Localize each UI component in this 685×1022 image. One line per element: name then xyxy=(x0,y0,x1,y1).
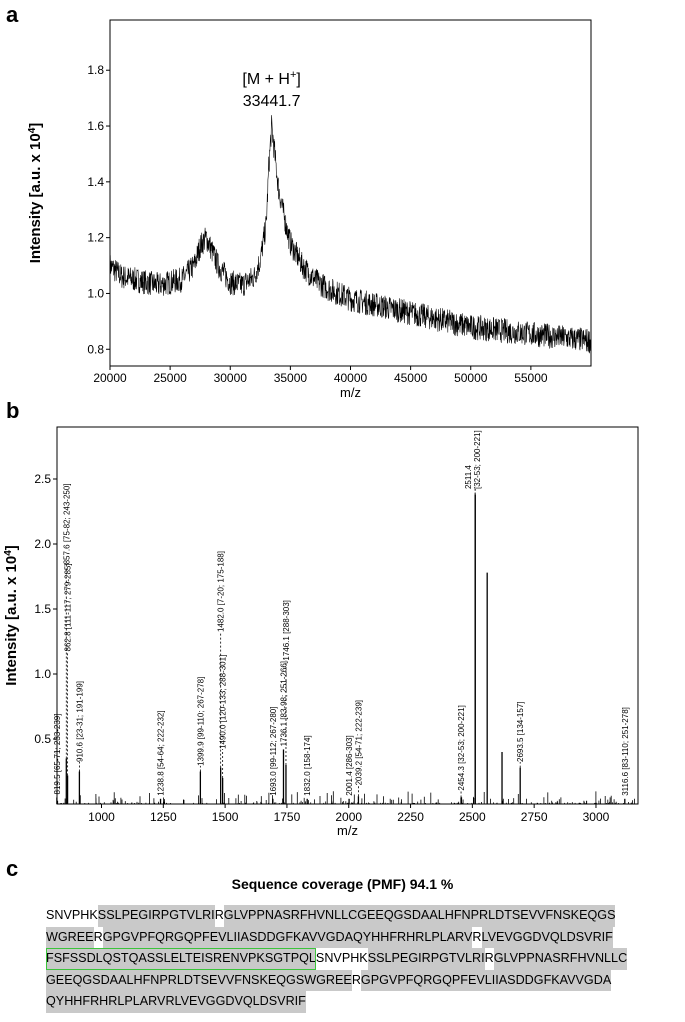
chart-b-peak-label: 857.6 [75-82; 243-250] xyxy=(62,483,72,565)
uncovered-segment: R xyxy=(472,929,482,944)
chart-a-xtick-label: 25000 xyxy=(153,371,187,385)
panel-label-c: c xyxy=(6,856,19,881)
chart-a-xlabel: m/z xyxy=(340,385,361,400)
uncovered-segment: R xyxy=(351,972,361,987)
covered-segment: GLVPPNASRFHVNLLCGEEQGSDAALHFNPRLDTSEVVFNSKEQGS xyxy=(224,905,616,927)
covered-segment: LVEVGGDVQLDSVRIF xyxy=(482,927,613,949)
chart-a-xtick-label: 45000 xyxy=(393,371,428,385)
sequence-line xyxy=(46,948,646,970)
chart-b-peak-label: 3116.6 [83-110; 251-278] xyxy=(620,707,630,796)
chart-b-peak-label: 1832.0 [158-174] xyxy=(303,735,313,796)
chart-a-ytick-label: 1.4 xyxy=(87,174,104,189)
uncovered-segment: SNVPHK xyxy=(315,951,368,965)
covered-segment: WGREE xyxy=(46,927,94,949)
covered-segment: SSLPEGIRPGTVLRI xyxy=(368,948,485,970)
chart-a-xtick-label: 30000 xyxy=(213,371,247,385)
chart-b-peak-label: 1693.0 [99-112; 267-280] xyxy=(268,706,278,796)
chart-b-ylabel: Intensity [a.u. x $10^4$] xyxy=(2,545,20,686)
chart-a-xtick-label: 40000 xyxy=(333,371,368,385)
chart-b-ytick-label: 2.5 xyxy=(34,472,51,486)
chart-a-annotation-ion: [M + H+] xyxy=(242,69,301,88)
uncovered-segment: SNVPHK xyxy=(46,908,98,922)
chart-b-ytick-label: 1.0 xyxy=(34,667,51,681)
uncovered-segment: R xyxy=(484,951,494,965)
chart-a-ytick-label: 1.8 xyxy=(87,63,104,78)
covered-segment: GPGVPFQRGQPFEVLIIASDDGFKAVVGDA xyxy=(361,970,611,992)
chart-b-ytick-label: 2.0 xyxy=(34,537,51,551)
chart-b-ytick-label: 0.5 xyxy=(34,732,51,746)
chart-a-ytick-label: 1.0 xyxy=(87,286,104,301)
panel-label-b: b xyxy=(6,398,20,423)
chart-b-ytick-label: 1.5 xyxy=(34,602,51,616)
chart-b-peak-label: 862.8 [111-117; 279-285] xyxy=(63,563,73,652)
chart-a-ytick-label: 1.2 xyxy=(87,230,104,245)
panel-label-a: a xyxy=(6,2,19,27)
chart-a-xtick-label: 55000 xyxy=(514,371,548,385)
sequence-block xyxy=(46,905,646,1013)
chart-b-peak-label: 2511.4 xyxy=(464,465,474,489)
sequence-line xyxy=(46,991,646,1013)
chart-a-xtick-label: 35000 xyxy=(273,371,308,385)
chart-b-peak-label: 2001.4 [286-303] xyxy=(345,735,355,796)
covered-segment: FSFSSDLQSTQASSLELTEISRENVPKSGTPQL xyxy=(46,948,316,970)
chart-b-peak-label: 1746.1 [288-303] xyxy=(281,600,291,661)
chart-b-xtick-label: 1250 xyxy=(149,810,177,824)
uncovered-segment: R xyxy=(214,908,224,922)
chart-b-xtick-label: 2500 xyxy=(459,810,486,824)
covered-segment: GEEQGSDAALHFNPRLDTSEVVFNSKEQGSWGREE xyxy=(46,970,352,992)
chart-b-xtick-label: 2000 xyxy=(335,810,363,824)
chart-b-xtick-label: 2250 xyxy=(397,810,424,824)
chart-b-xtick-label: 2750 xyxy=(520,810,548,824)
chart-b-peak-label: 1238.8 [54-64; 222-232] xyxy=(156,710,166,796)
chart-b-peak-label: 2693.5 [134-157] xyxy=(516,701,526,762)
chart-b-peak-label: 819.5 [65-71; 233-239] xyxy=(52,713,62,795)
chart-b-xtick-label: 3000 xyxy=(582,810,610,824)
chart-b-xtick-label: 1750 xyxy=(273,810,301,824)
chart-b-peak-label: 1490.0 [120-133; 288-301] xyxy=(218,654,228,749)
sequence-coverage-title: Sequence coverage (PMF) 94.1 % xyxy=(231,876,454,892)
chart-a-ylabel: Intensity [a.u. x $10^4$] xyxy=(26,122,44,264)
chart-a-ytick-label: 0.8 xyxy=(87,342,104,357)
chart-b-peak-label: 1399.9 [99-110; 267-278] xyxy=(196,676,206,766)
chart-b-peak-label: 1482.0 [7-20; 175-188] xyxy=(216,551,226,632)
chart-b-xtick-label: 1000 xyxy=(88,810,115,824)
sequence-line xyxy=(46,927,646,949)
sequence-line xyxy=(46,905,646,927)
chart-a-annotation-mass: 33441.7 xyxy=(242,93,301,110)
chart-b-peak-label: 1736.1 [83-98; 251-266] xyxy=(279,660,289,747)
chart-b-peak-label: 2454.3 [32-53; 200-221] xyxy=(457,705,467,791)
chart-a-ytick-label: 1.6 xyxy=(87,119,104,134)
chart-b-peak-label: 2039.2 [54-71; 222-239] xyxy=(354,699,364,786)
covered-segment: GLVPPNASRFHVNLLC xyxy=(494,948,627,970)
chart-a-xtick-label: 50000 xyxy=(454,371,488,385)
chart-b-xlabel: m/z xyxy=(337,823,358,838)
uncovered-segment: R xyxy=(93,929,103,944)
chart-b-peak-label: [32-53; 200-221] xyxy=(473,430,483,489)
chart-a-xtick-label: 20000 xyxy=(93,371,127,385)
covered-segment: SSLPEGIRPGTVLRI xyxy=(98,905,215,927)
covered-segment: QYHHFRHRLPLARVRLVEVGGDVQLDSVRIF xyxy=(46,991,306,1013)
chart-b-xtick-label: 1500 xyxy=(211,810,239,824)
sequence-line xyxy=(46,970,646,992)
chart-b-peak-label: 910.6 [23-31; 191-199] xyxy=(75,681,85,762)
covered-segment: GPGVPFQRGQPFEVLIIASDDGFKAVVGDAQYHHFRHRLPLARV xyxy=(103,927,473,949)
